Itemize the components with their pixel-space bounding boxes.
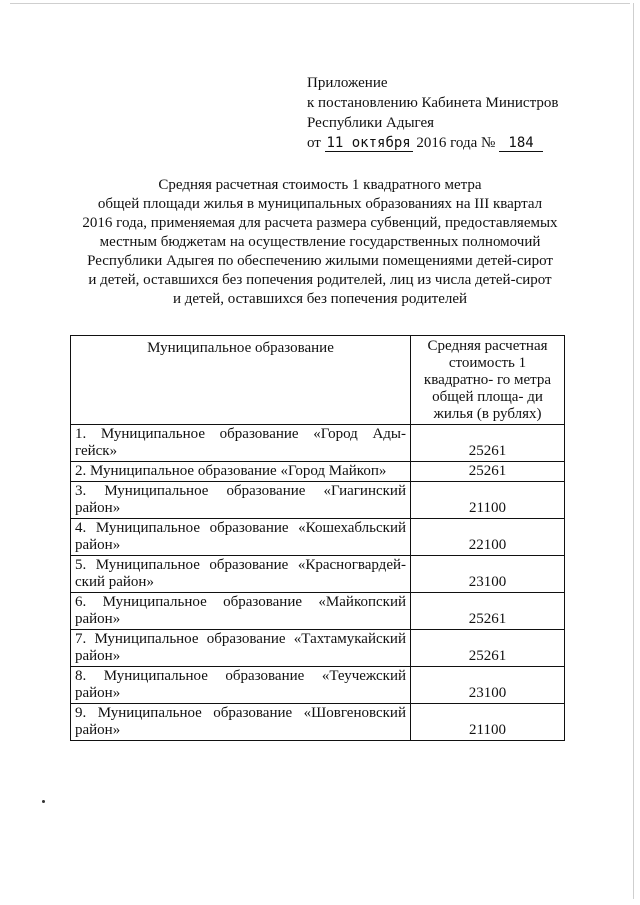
cost-value: 21100	[411, 482, 565, 519]
header-cost: Средняя расчетная стоимость 1 квадратно- го метра общей площа- ди жилья (в рублях)	[411, 336, 565, 425]
cost-value: 22100	[411, 519, 565, 556]
cost-value: 23100	[411, 667, 565, 704]
table-row	[71, 425, 565, 462]
title-line: Средняя расчетная стоимость 1 квадратного метра	[158, 177, 482, 193]
table-row	[71, 556, 565, 593]
title-line: общей площади жилья в муниципальных образованиях на III квартал	[97, 196, 543, 212]
table-row	[71, 482, 565, 519]
appendix-line-1: Приложение	[307, 75, 388, 91]
from-label: от	[307, 135, 321, 151]
table-header-row	[71, 336, 565, 425]
page-edge-top	[10, 3, 630, 4]
municipality-name: 6. Муниципальное образование «Майкопский район»	[71, 593, 411, 630]
appendix-line-2: к постановлению Кабинета Министров	[307, 95, 559, 111]
cost-value: 23100	[411, 556, 565, 593]
handwritten-date: 11 октября	[326, 135, 411, 151]
scan-speck	[42, 800, 45, 803]
appendix-date-line	[307, 133, 558, 153]
table-row	[71, 667, 565, 704]
table-row	[71, 462, 565, 482]
header-municipality: Муниципальное образование	[71, 336, 411, 425]
cost-value: 25261	[411, 593, 565, 630]
title-line: 2016 года, применяемая для расчета размера субвенций, предоставляемых	[82, 215, 558, 231]
cost-value: 25261	[411, 630, 565, 667]
appendix-line-3: Республики Адыгея	[307, 115, 435, 131]
municipality-name: 3. Муниципальное образование «Гиагинский район»	[71, 482, 411, 519]
title-line: и детей, оставшихся без попечения родителей, лиц из числа детей-сирот	[88, 272, 552, 288]
title-line: местным бюджетам на осуществление государственных полномочий	[99, 234, 541, 250]
page-edge-right	[633, 3, 634, 899]
cost-value: 25261	[411, 462, 565, 482]
document-title	[60, 176, 580, 309]
handwritten-number: 184	[499, 136, 543, 152]
municipality-name: 7. Муниципальное образование «Тахтамукайский район»	[71, 630, 411, 667]
municipality-name: 9. Муниципальное образование «Шовгеновский район»	[71, 704, 411, 741]
appendix-block	[307, 73, 558, 153]
title-line: и детей, оставшихся без попечения родителей	[172, 291, 468, 307]
cost-value: 25261	[411, 425, 565, 462]
table-row	[71, 593, 565, 630]
municipality-name: 2. Муниципальное образование «Город Майкоп»	[71, 462, 411, 482]
title-line: Республики Адыгея по обеспечению жилыми помещениями детей-сирот	[87, 253, 553, 269]
cost-table	[70, 335, 565, 741]
cost-value: 21100	[411, 704, 565, 741]
municipality-name: 1. Муниципальное образование «Город Ады- гейск»	[71, 425, 411, 462]
year-label: 2016 года №	[416, 135, 496, 151]
table-row	[71, 630, 565, 667]
table-row	[71, 704, 565, 741]
municipality-name: 8. Муниципальное образование «Теучежский район»	[71, 667, 411, 704]
municipality-name: 4. Муниципальное образование «Кошехабльский район»	[71, 519, 411, 556]
municipality-name: 5. Муниципальное образование «Красногвардей- ский район»	[71, 556, 411, 593]
table-row	[71, 519, 565, 556]
